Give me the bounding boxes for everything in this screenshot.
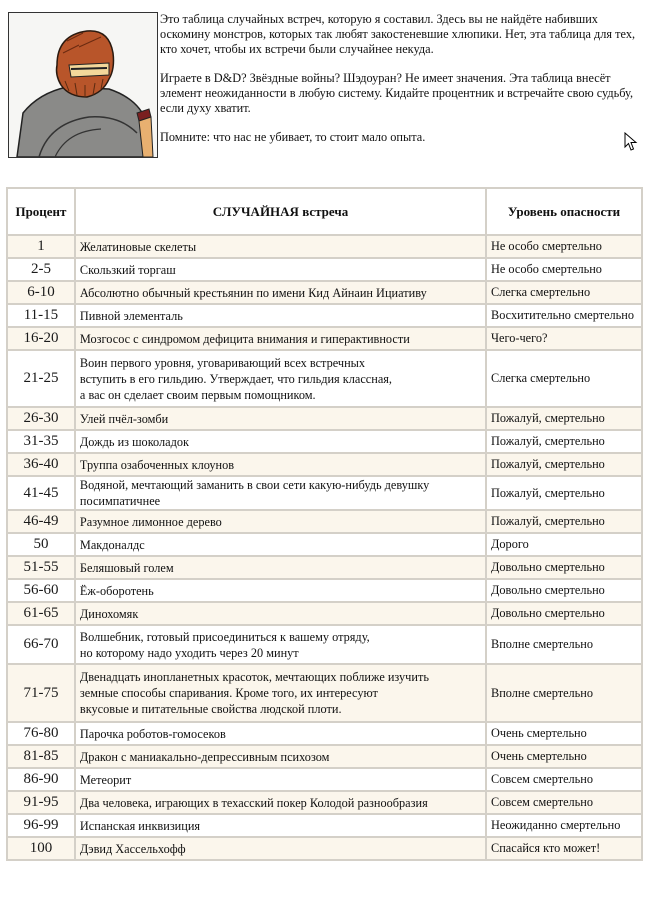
percent-cell: 41-45 [7,476,75,510]
encounter-line: Дэвид Хассельхофф [79,841,186,856]
encounter-cell [75,407,486,430]
danger-cell: Слегка смертельно [486,281,642,304]
encounter-line: Желатиновые скелеты [79,239,197,254]
danger-cell: Слегка смертельно [486,350,642,407]
table-row [7,768,642,791]
encounter-line: Волшебник, готовый присоединиться к вашему отряду, [79,629,370,644]
table-row [7,407,642,430]
percent-cell: 50 [7,533,75,556]
danger-cell: Довольно смертельно [486,556,642,579]
intro-section [8,12,648,162]
encounter-line: Абсолютно обычный крестьянин по имени Кид Айнаин Ициативу [79,285,427,300]
intro-paragraph-2: Играете в D&D? Звёздные войны? Шэдоуран? Не имеет значения. Эта таблица внесёт элемент неожиданности в любую систему. Кидайте процентник и встречайте свою судьбу, если духу хватит. [160,71,634,115]
encounter-cell [75,510,486,533]
table-row [7,837,642,860]
table-row [7,625,642,664]
encounter-line: Водяной, мечтающий заманить в свои сети какую-нибудь девушку посимпатичнее [79,478,430,508]
avatar [8,12,158,158]
table-row [7,556,642,579]
header-encounter: СЛУЧАЙНАЯ встреча [75,188,486,235]
percent-cell: 46-49 [7,510,75,533]
percent-cell: 2-5 [7,258,75,281]
danger-cell: Пожалуй, смертельно [486,407,642,430]
encounter-cell [75,258,486,281]
intro-paragraph-3: Помните: что нас не убивает, то стоит мало опыта. [160,130,426,144]
danger-cell: Очень смертельно [486,722,642,745]
percent-cell: 76-80 [7,722,75,745]
encounter-line: Двенадцать инопланетных красоток, мечтающих поближе изучить [79,670,429,684]
danger-cell: Совсем смертельно [486,791,642,814]
table-row [7,579,642,602]
header-danger: Уровень опасности [486,188,642,235]
mouse-cursor-icon [624,132,638,152]
encounter-line: Ёж-оборотень [79,583,154,598]
encounter-line: Беляшовый голем [79,560,174,575]
danger-cell: Совсем смертельно [486,768,642,791]
percent-cell: 51-55 [7,556,75,579]
encounter-line: Метеорит [79,772,132,787]
encounter-cell [75,430,486,453]
table-row [7,350,642,407]
encounter-line: Скользкий торгаш [79,262,176,277]
danger-cell: Неожиданно смертельно [486,814,642,837]
table-body [7,235,642,860]
encounter-line: вступить в его гильдию. Утверждает, что гильдия классная, [79,371,393,386]
danger-cell: Не особо смертельно [486,258,642,281]
danger-cell: Чего-чего? [486,327,642,350]
danger-cell: Довольно смертельно [486,579,642,602]
table-row [7,453,642,476]
encounter-cell [75,664,486,722]
percent-cell: 26-30 [7,407,75,430]
encounter-line: Труппа озабоченных клоунов [79,457,235,472]
table-row [7,258,642,281]
danger-cell: Восхитительно смертельно [486,304,642,327]
encounter-cell [75,327,486,350]
danger-cell: Спасайся кто может! [486,837,642,860]
encounter-cell [75,453,486,476]
bearded-man-icon [9,13,157,157]
encounter-cell [75,579,486,602]
table-row [7,476,642,510]
encounter-line: Макдоналдс [79,537,145,552]
encounter-cell [75,533,486,556]
encounter-line: Дракон с маниакально-депрессивным психозом [79,749,330,764]
table-row [7,722,642,745]
encounter-cell [75,476,486,510]
percent-cell: 81-85 [7,745,75,768]
percent-cell: 71-75 [7,664,75,722]
danger-cell: Очень смертельно [486,745,642,768]
danger-cell: Не особо смертельно [486,235,642,258]
encounter-cell [75,745,486,768]
danger-cell: Пожалуй, смертельно [486,510,642,533]
table-row [7,304,642,327]
table-row [7,664,642,722]
encounter-line: Пивной элементаль [79,308,183,323]
encounter-line: Воин первого уровня, уговаривающий всех встречных [79,355,366,370]
encounter-table [6,187,643,861]
percent-cell: 86-90 [7,768,75,791]
encounter-line: вкусовые и питательные свойства людской плоти. [79,702,342,716]
danger-cell: Пожалуй, смертельно [486,476,642,510]
header-percent: Процент [7,188,75,235]
table-row [7,814,642,837]
encounter-cell [75,625,486,664]
percent-cell: 1 [7,235,75,258]
danger-cell: Дорого [486,533,642,556]
danger-cell: Вполне смертельно [486,625,642,664]
encounter-line: Два человека, играющих в техасский покер Колодой разнообразия [79,795,428,810]
encounter-line: Дождь из шоколадок [79,434,190,449]
encounter-line: Парочка роботов-гомосеков [79,726,226,741]
percent-cell: 36-40 [7,453,75,476]
table-row [7,791,642,814]
table-row [7,327,642,350]
percent-cell: 11-15 [7,304,75,327]
table-row [7,281,642,304]
encounter-line: Улей пчёл-зомби [79,411,169,426]
encounter-line: Динохомяк [79,606,139,621]
encounter-line: Мозгосос с синдромом дефицита внимания и гиперактивности [79,331,410,346]
table-row [7,533,642,556]
encounter-cell [75,837,486,860]
table-row [7,510,642,533]
percent-cell: 56-60 [7,579,75,602]
encounter-cell [75,814,486,837]
percent-cell: 100 [7,837,75,860]
encounter-line: но которому надо уходить через 20 минут [79,645,299,660]
encounter-cell [75,350,486,407]
percent-cell: 91-95 [7,791,75,814]
percent-cell: 96-99 [7,814,75,837]
table-row [7,235,642,258]
encounter-line: Разумное лимонное дерево [79,514,222,529]
percent-cell: 21-25 [7,350,75,407]
encounter-line: а вас он сделает своим первым помощником. [79,387,316,402]
encounter-cell [75,768,486,791]
danger-cell: Пожалуй, смертельно [486,430,642,453]
table-header-row [7,188,642,235]
danger-cell: Довольно смертельно [486,602,642,625]
encounter-cell [75,602,486,625]
table-row [7,745,642,768]
percent-cell: 66-70 [7,625,75,664]
percent-cell: 16-20 [7,327,75,350]
table-row [7,602,642,625]
intro-text [160,12,640,159]
danger-cell: Пожалуй, смертельно [486,453,642,476]
encounter-line: Испанская инквизиция [79,818,201,833]
table-row [7,430,642,453]
encounter-cell [75,304,486,327]
encounter-cell [75,791,486,814]
encounter-cell [75,722,486,745]
intro-paragraph-1: Это таблица случайных встреч, которую я составил. Здесь вы не найдёте набивших оскомину монстров, которых так любят закостеневшие хлюпики. Нет, эта таблица для тех, кто хочет, чтобы их встречи были случайнее некуда. [160,12,636,56]
percent-cell: 31-35 [7,430,75,453]
encounter-cell [75,556,486,579]
encounter-cell [75,281,486,304]
percent-cell: 6-10 [7,281,75,304]
encounter-cell [75,235,486,258]
percent-cell: 61-65 [7,602,75,625]
encounter-line: земные способы спаривания. Кроме того, их интересуют [79,686,378,700]
danger-cell: Вполне смертельно [486,664,642,722]
